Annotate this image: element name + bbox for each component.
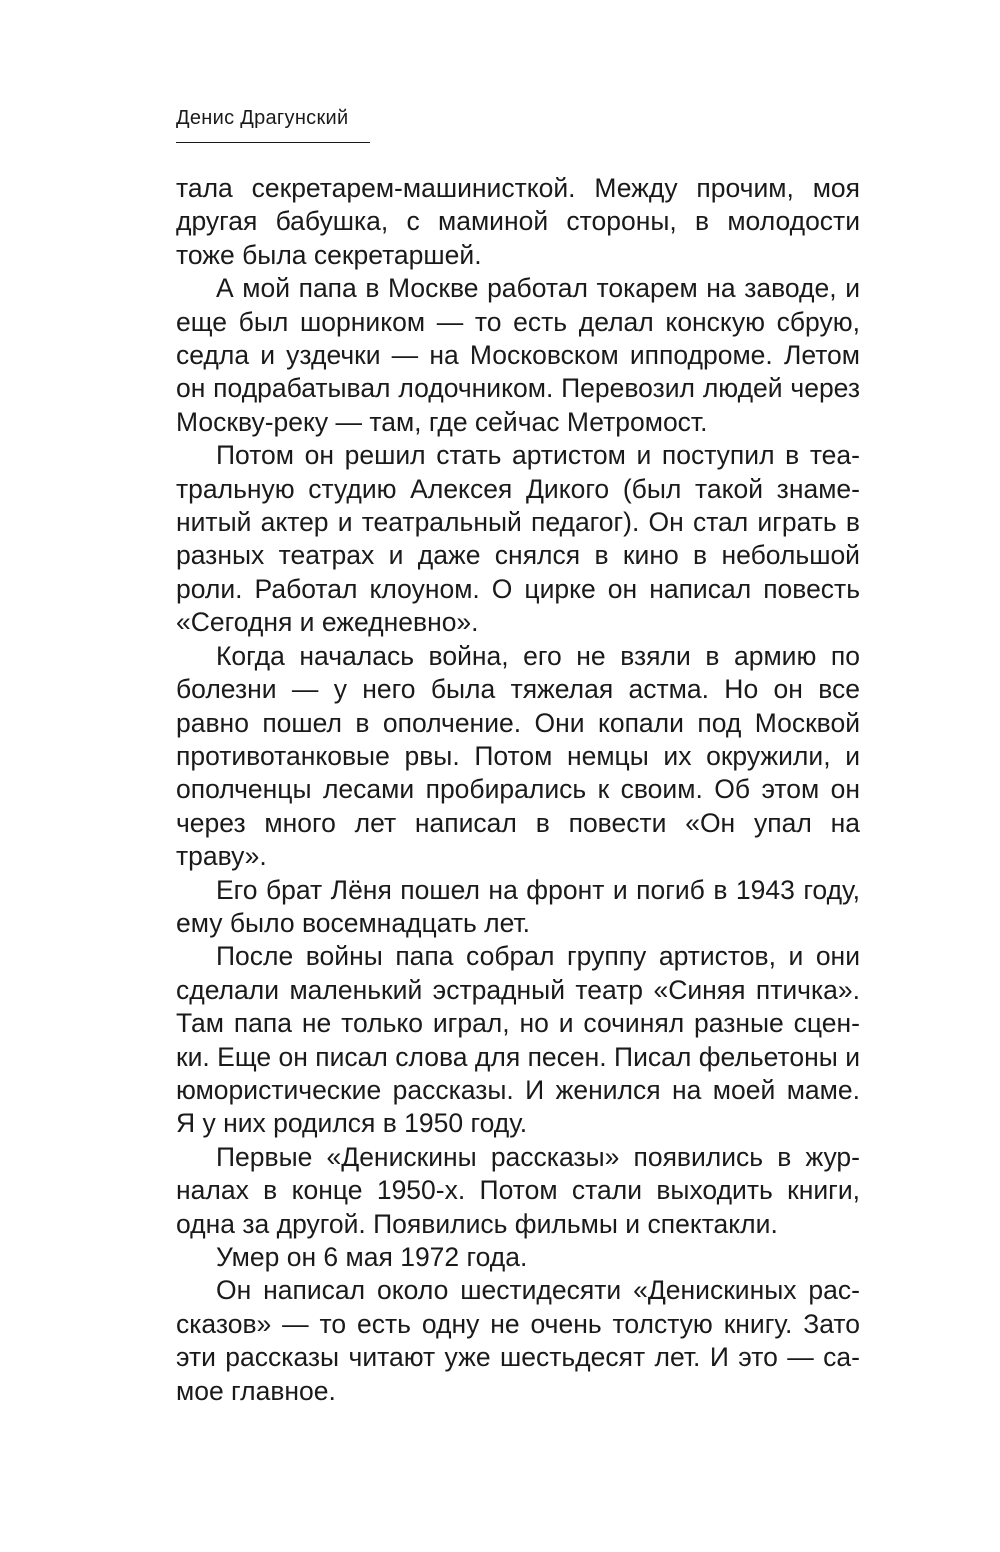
paragraph: Он написал около шестидесяти «Денискиных рассказов» — то есть одну не очень толстую книгу. Зато эти рассказы читают уже шестьдесят лет. И это — самое главное. [176, 1275, 860, 1406]
paragraph: тала секретарем-машинисткой. Между прочим, моя другая бабушка, с маминой стороны, в молодости тоже была секретаршей. [176, 173, 860, 270]
header-rule [176, 142, 370, 143]
paragraph: Когда началась война, его не взяли в армию по болезни — у него была тяжелая астма. Но он все равно пошел в ополчение. Они копали под Москвой противотанковые рвы. Потом немцы их окружили, и ополченцы лесами пробирались к своим. Об этом он через много лет написал в повести «Он упал на траву». [176, 640, 860, 872]
running-head-author: Денис Драгунский [176, 107, 349, 129]
paragraph: Умер он 6 мая 1972 года. [216, 1242, 528, 1272]
body-text [176, 172, 860, 1408]
paragraph: После войны папа собрал группу артистов, и они сделали маленький эстрадный театр «Синяя птичка». Там папа не только играл, но и сочинял разные сценки. Еще он писал слова для песен. Писал фельетоны и юмористические рассказы. И женился на моей маме. Я у них родился в 1950 году. [176, 941, 860, 1139]
paragraph: Первые «Денискины рассказы» появились в журналах в конце 1950-х. Потом стали выходить книги, одна за другой. Появились фильмы и спектакли. [176, 1141, 860, 1239]
paragraph: Потом он решил стать артистом и поступил в театральную студию Алексея Дикого (был такой знаменитый актер и театральный педагог). Он стал играть в разных театрах и даже снялся в кино в небольшой роли. Работал клоуном. О цирке он написал повесть «Сегодня и ежедневно». [176, 440, 860, 638]
paragraph: А мой папа в Москве работал токарем на заводе, и еще был шорником — то есть делал конскую сбрую, седла и уздечки — на Московском ипподроме. Летом он подрабатывал лодочником. Перевозил людей через Москву-реку — там, где сейчас Метромост. [176, 273, 860, 437]
paragraph: Его брат Лёня пошел на фронт и погиб в 1943 году, ему было восемнадцать лет. [176, 874, 860, 938]
